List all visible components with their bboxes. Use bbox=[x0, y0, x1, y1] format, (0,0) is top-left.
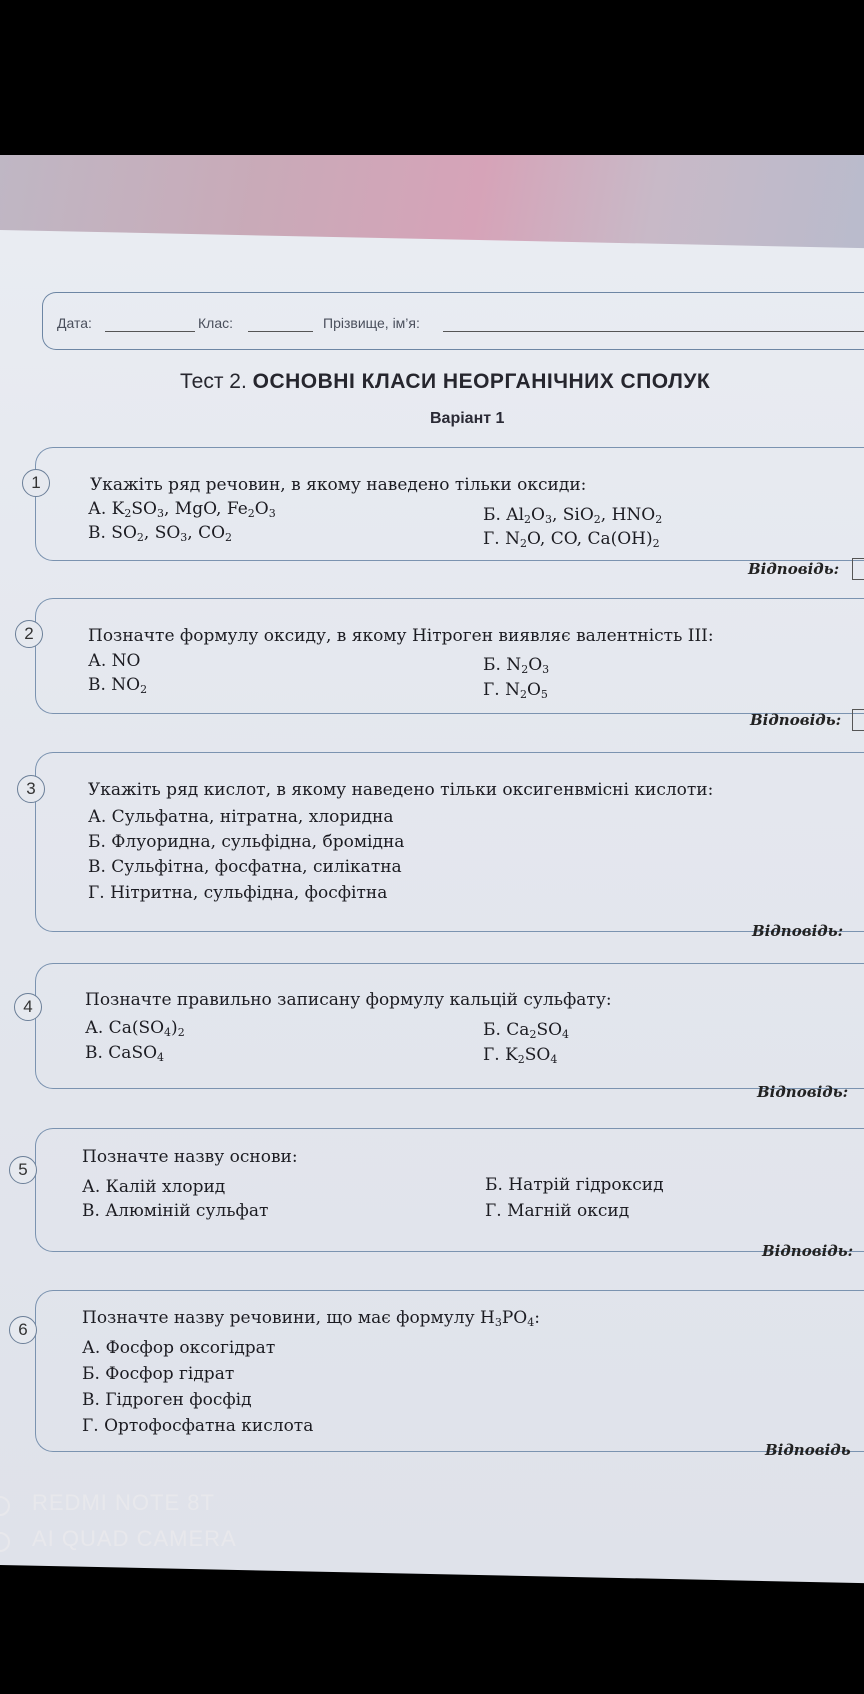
option-5a: А. Калій хлорид bbox=[82, 1177, 226, 1197]
option-1d: Г. $N_2O$, CO, $Ca(OH)_2$ bbox=[483, 529, 660, 550]
option-3d: Г. Нітритна, сульфідна, фосфітна bbox=[88, 883, 388, 903]
answer-field-1[interactable] bbox=[852, 558, 864, 580]
option-2b: Б. $N_2O_3$ bbox=[483, 655, 550, 676]
answer-label-5: Відповідь: bbox=[762, 1242, 854, 1260]
option-6d: Г. Ортофосфатна кислота bbox=[82, 1416, 314, 1436]
question-text-6: Позначте назву речовини, що має формулу $H_3PO_4$: bbox=[82, 1308, 540, 1329]
answer-field-2[interactable] bbox=[852, 709, 864, 731]
class-line bbox=[248, 331, 313, 332]
option-6a: А. Фосфор оксогідрат bbox=[82, 1338, 276, 1358]
option-4b: Б. $Ca_2SO_4$ bbox=[483, 1020, 570, 1041]
answer-label-3: Відповідь: bbox=[752, 922, 844, 940]
option-6b: Б. Фосфор гідрат bbox=[82, 1364, 235, 1384]
option-1b: Б. $Al_2O_3$, SiO$_2$, $HNO_2$ bbox=[483, 505, 663, 526]
student-info-header bbox=[42, 292, 864, 350]
option-3a: А. Сульфатна, нітратна, хлоридна bbox=[88, 807, 394, 827]
option-5b: Б. Натрій гідроксид bbox=[485, 1175, 664, 1195]
option-2a: А. NO bbox=[88, 651, 141, 671]
question-text-4: Позначте правильно записану формулу кальцій сульфату: bbox=[85, 990, 612, 1010]
question-box-2 bbox=[35, 598, 864, 714]
answer-label-1: Відповідь: bbox=[748, 560, 840, 578]
question-text-2: Позначте формулу оксиду, в якому Нітроген виявляє валентність ІІІ: bbox=[88, 626, 714, 646]
question-text-1: Укажіть ряд речовин, в якому наведено тільки оксиди: bbox=[90, 475, 587, 495]
test-title bbox=[180, 370, 710, 394]
answer-label-4: Відповідь: bbox=[757, 1083, 849, 1101]
question-number-4: 4 bbox=[14, 993, 42, 1021]
camera-watermark-line2: AI QUAD CAMERA bbox=[32, 1526, 237, 1551]
answer-label-6: Відповідь bbox=[765, 1441, 851, 1459]
question-number-2: 2 bbox=[15, 620, 43, 648]
option-2c: В. $NO_2$ bbox=[88, 675, 148, 696]
variant-label: Варіант 1 bbox=[430, 410, 505, 427]
option-6c: В. Гідроген фосфід bbox=[82, 1390, 252, 1410]
name-line bbox=[443, 331, 864, 332]
option-4c: В. CaSO$_4$ bbox=[85, 1043, 165, 1064]
question-number-1: 1 bbox=[22, 469, 50, 497]
option-5d: Г. Магній оксид bbox=[485, 1201, 630, 1221]
option-4a: А. $Ca(SO_4)_2$ bbox=[85, 1018, 185, 1039]
date-line bbox=[105, 331, 195, 332]
class-label: Клас: bbox=[198, 315, 233, 331]
option-2d: Г. $N_2O_5$ bbox=[483, 680, 548, 701]
option-3b: Б. Флуоридна, сульфідна, бромідна bbox=[88, 832, 405, 852]
question-number-6: 6 bbox=[9, 1316, 37, 1344]
option-1a: А. $K_2SO_3$, MgO, $Fe_2O_3$ bbox=[88, 499, 276, 520]
date-label: Дата: bbox=[57, 315, 92, 331]
option-4d: Г. $K_2SO_4$ bbox=[483, 1045, 558, 1066]
option-1c: В. $SO_2$, $SO_3$, $CO_2$ bbox=[88, 523, 233, 544]
camera-watermark-line1: REDMI NOTE 8T bbox=[32, 1490, 215, 1515]
question-text-5: Позначте назву основи: bbox=[82, 1147, 298, 1167]
option-5c: В. Алюміній сульфат bbox=[82, 1201, 269, 1221]
test-topic: ОСНОВНІ КЛАСИ НЕОРГАНІЧНИХ СПОЛУК bbox=[252, 370, 711, 393]
question-text-3: Укажіть ряд кислот, в якому наведено тільки оксигенвмісні кислоти: bbox=[88, 780, 714, 800]
option-3c: В. Сульфітна, фосфатна, силікатна bbox=[88, 857, 402, 877]
test-number: Тест 2. bbox=[180, 370, 247, 393]
question-number-3: 3 bbox=[17, 775, 45, 803]
name-label: Прізвище, ім’я: bbox=[323, 315, 420, 331]
answer-label-2: Відповідь: bbox=[750, 711, 842, 729]
question-number-5: 5 bbox=[9, 1156, 37, 1184]
